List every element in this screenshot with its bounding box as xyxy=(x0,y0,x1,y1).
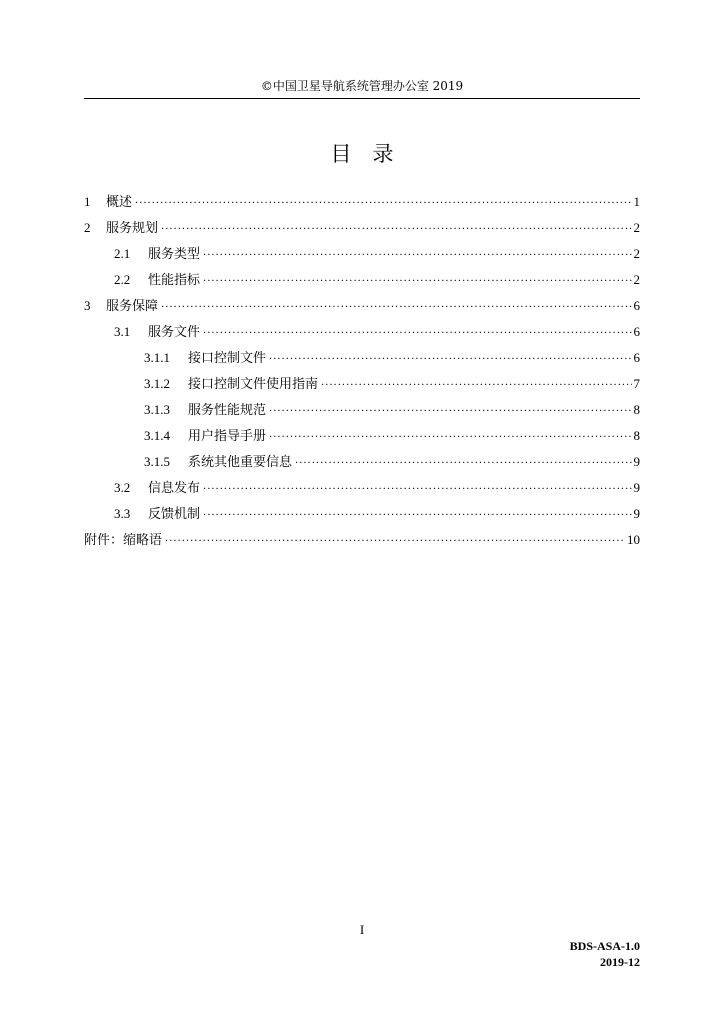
toc-dot-leader xyxy=(203,324,631,344)
document-date: 2019-12 xyxy=(600,955,640,969)
toc-entry-title: 服务文件 xyxy=(148,325,201,340)
toc-dot-leader xyxy=(161,298,631,318)
toc-entry-title: 用户指导手册 xyxy=(188,429,267,444)
toc-dot-leader xyxy=(203,506,631,526)
toc-dot-leader xyxy=(165,532,625,552)
toc-entry-number: 2.1 xyxy=(114,246,131,261)
toc-entry[interactable] xyxy=(84,504,640,530)
toc-entry-page: 2 xyxy=(633,246,640,261)
toc-entry-number: 2.2 xyxy=(114,272,131,287)
toc-entry-page: 9 xyxy=(633,480,640,495)
toc-dot-leader xyxy=(203,480,631,500)
toc-entry-title: 附件：缩略语 xyxy=(84,533,163,548)
toc-entry[interactable] xyxy=(84,322,640,348)
toc-entry-title: 信息发布 xyxy=(148,481,201,496)
toc-entry[interactable] xyxy=(84,348,640,374)
toc-dot-leader xyxy=(269,428,631,448)
toc-entry[interactable] xyxy=(84,426,640,452)
toc-entry-title: 概述 xyxy=(106,195,133,210)
toc-entry-page: 7 xyxy=(633,376,640,391)
toc-entry-page: 10 xyxy=(627,532,640,547)
document-code: BDS-ASA-1.0 xyxy=(569,939,640,953)
toc-entry-page: 2 xyxy=(633,220,640,235)
toc-entry[interactable] xyxy=(84,218,640,244)
toc-entry-page: 9 xyxy=(633,454,640,469)
toc-entry-page: 1 xyxy=(633,194,640,209)
toc-entry-number: 3.1.4 xyxy=(144,428,170,443)
page-header: ©中国卫星导航系统管理办公室 2019 xyxy=(260,79,464,93)
toc-entry-title: 反馈机制 xyxy=(148,507,201,522)
footer-doc-info xyxy=(570,938,640,970)
toc-entry-number: 2 xyxy=(84,220,91,235)
toc-entry-title: 服务保障 xyxy=(106,299,159,314)
toc-entry-page: 6 xyxy=(633,298,640,313)
page-number: I xyxy=(359,922,365,937)
toc-entry-page: 6 xyxy=(633,324,640,339)
toc-entry-number: 3.1.5 xyxy=(144,454,170,469)
toc-entry-title: 服务性能规范 xyxy=(188,403,267,418)
toc-dot-leader xyxy=(269,350,631,370)
toc-entry-page: 8 xyxy=(633,428,640,443)
toc-entry-page: 2 xyxy=(633,272,640,287)
toc-entry-number: 3.2 xyxy=(114,480,131,495)
toc-entry-number: 3.1 xyxy=(114,324,131,339)
toc-dot-leader xyxy=(135,194,631,214)
toc-entry[interactable] xyxy=(84,244,640,270)
toc-dot-leader xyxy=(203,272,631,292)
toc-entry-number: 3.1.2 xyxy=(144,376,170,391)
toc-entry-title: 接口控制文件 xyxy=(188,351,267,366)
toc-entry-number: 3.1.1 xyxy=(144,350,170,365)
header-divider xyxy=(84,98,640,99)
toc-entry-title: 系统其他重要信息 xyxy=(188,455,293,470)
toc-dot-leader xyxy=(161,220,631,240)
toc-entry-title: 服务规划 xyxy=(106,221,159,236)
toc-dot-leader xyxy=(321,376,631,396)
toc-entry[interactable] xyxy=(84,400,640,426)
toc-entry-number: 1 xyxy=(84,194,91,209)
toc-entry-number: 3.3 xyxy=(114,506,131,521)
toc-dot-leader xyxy=(269,402,631,422)
toc-dot-leader xyxy=(295,454,631,474)
toc-entry[interactable] xyxy=(84,452,640,478)
toc-entry[interactable] xyxy=(84,530,640,556)
toc-entry-title: 服务类型 xyxy=(148,247,201,262)
toc-entry-page: 6 xyxy=(633,350,640,365)
toc-dot-leader xyxy=(203,246,631,266)
toc-entry[interactable] xyxy=(84,374,640,400)
toc-entry-page: 8 xyxy=(633,402,640,417)
toc-entry-number: 3.1.3 xyxy=(144,402,170,417)
toc-title: 目 录 xyxy=(330,142,394,166)
table-of-contents xyxy=(84,192,640,556)
toc-entry[interactable] xyxy=(84,478,640,504)
toc-entry[interactable] xyxy=(84,270,640,296)
toc-entry[interactable] xyxy=(84,296,640,322)
toc-entry-title: 接口控制文件使用指南 xyxy=(188,377,319,392)
toc-entry-number: 3 xyxy=(84,298,91,313)
toc-entry-title: 性能指标 xyxy=(148,273,201,288)
toc-entry[interactable] xyxy=(84,192,640,218)
toc-entry-page: 9 xyxy=(633,506,640,521)
